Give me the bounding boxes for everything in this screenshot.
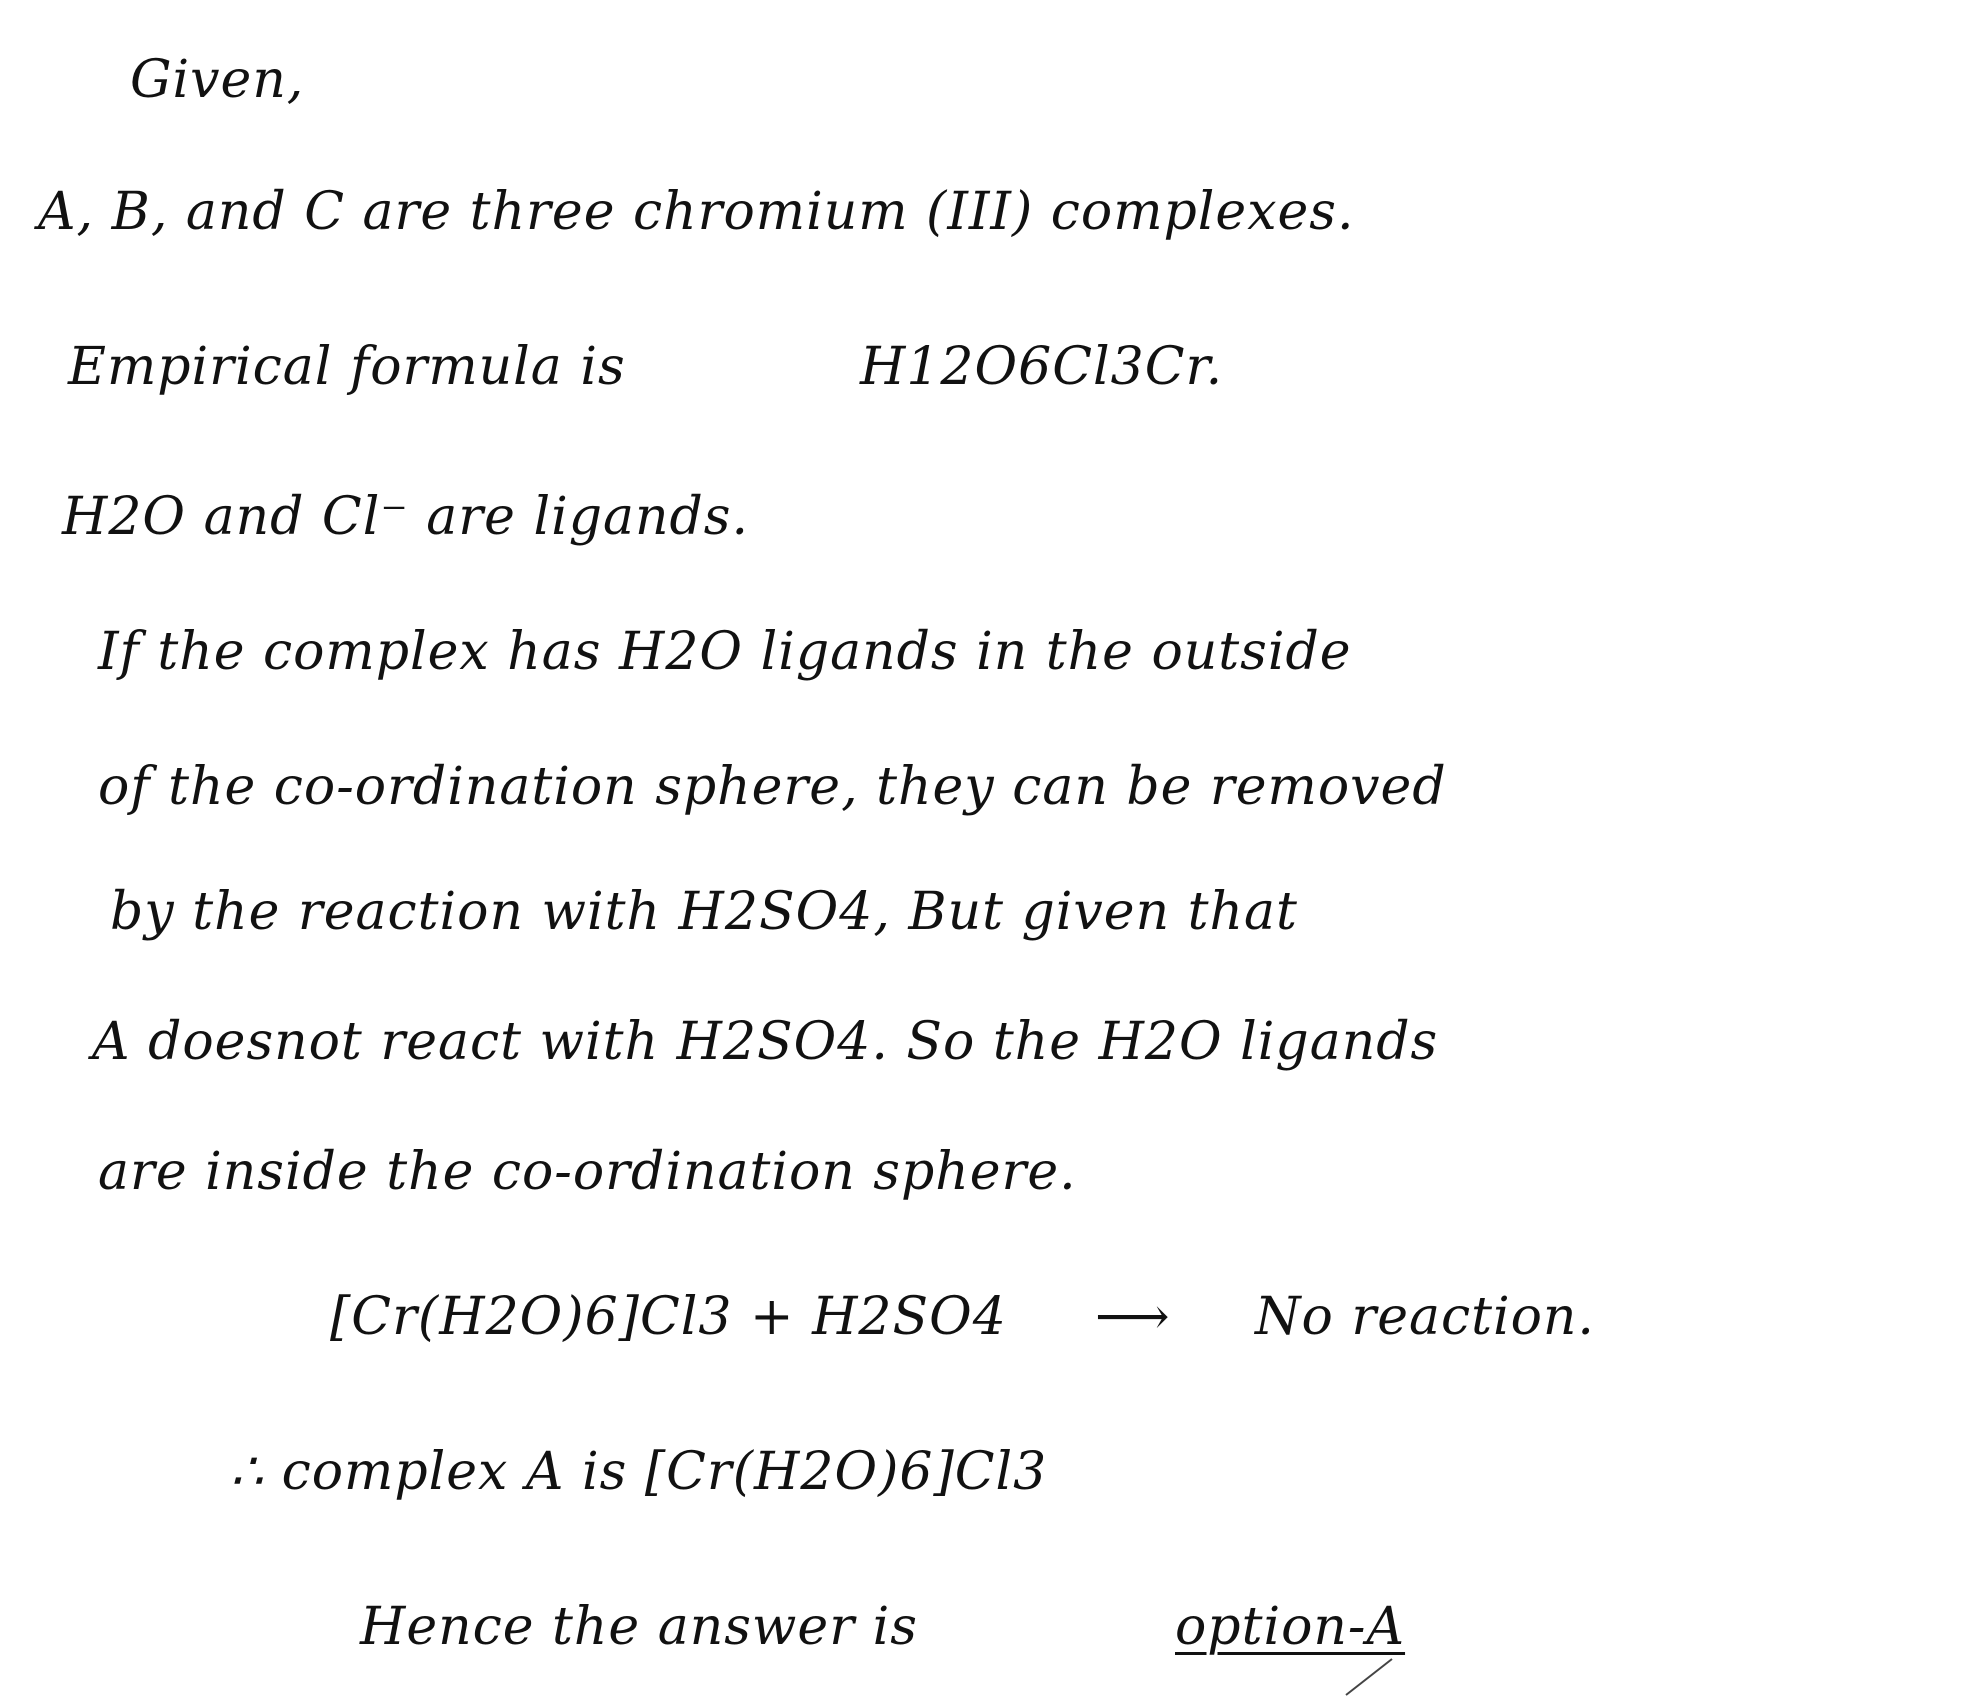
answer-prefix: Hence the answer is	[360, 1597, 918, 1657]
reasoning-line-2: of the co-ordination sphere, they can be removed	[98, 757, 1447, 817]
given-heading: Given,	[130, 50, 305, 110]
reasoning-line-3: by the reaction with H2SO4, But given that	[110, 882, 1298, 942]
reasoning-line-1: If the complex has H2O ligands in the outside	[98, 622, 1352, 682]
reasoning-line-5: are inside the co-ordination sphere.	[98, 1142, 1077, 1202]
empirical-formula-label: Empirical formula is	[68, 337, 626, 397]
equation-products: No reaction.	[1255, 1287, 1595, 1347]
conclusion-line: ∴ complex A is [Cr(H2O)6]Cl3	[230, 1442, 1048, 1502]
statement-complexes: A, B, and C are three chromium (III) complexes.	[38, 182, 1355, 242]
answer-option: option-A	[1175, 1597, 1406, 1657]
equation-reactants: [Cr(H2O)6]Cl3 + H2SO4	[330, 1287, 1007, 1347]
empirical-formula-value: H12O6Cl3Cr.	[860, 337, 1224, 397]
reasoning-line-4: A doesnot react with H2SO4. So the H2O ligands	[92, 1012, 1439, 1072]
answer-tick-mark	[1340, 1655, 1400, 1699]
ligands-statement: H2O and Cl⁻ are ligands.	[62, 487, 749, 547]
equation-arrow: ⟶	[1095, 1287, 1171, 1347]
